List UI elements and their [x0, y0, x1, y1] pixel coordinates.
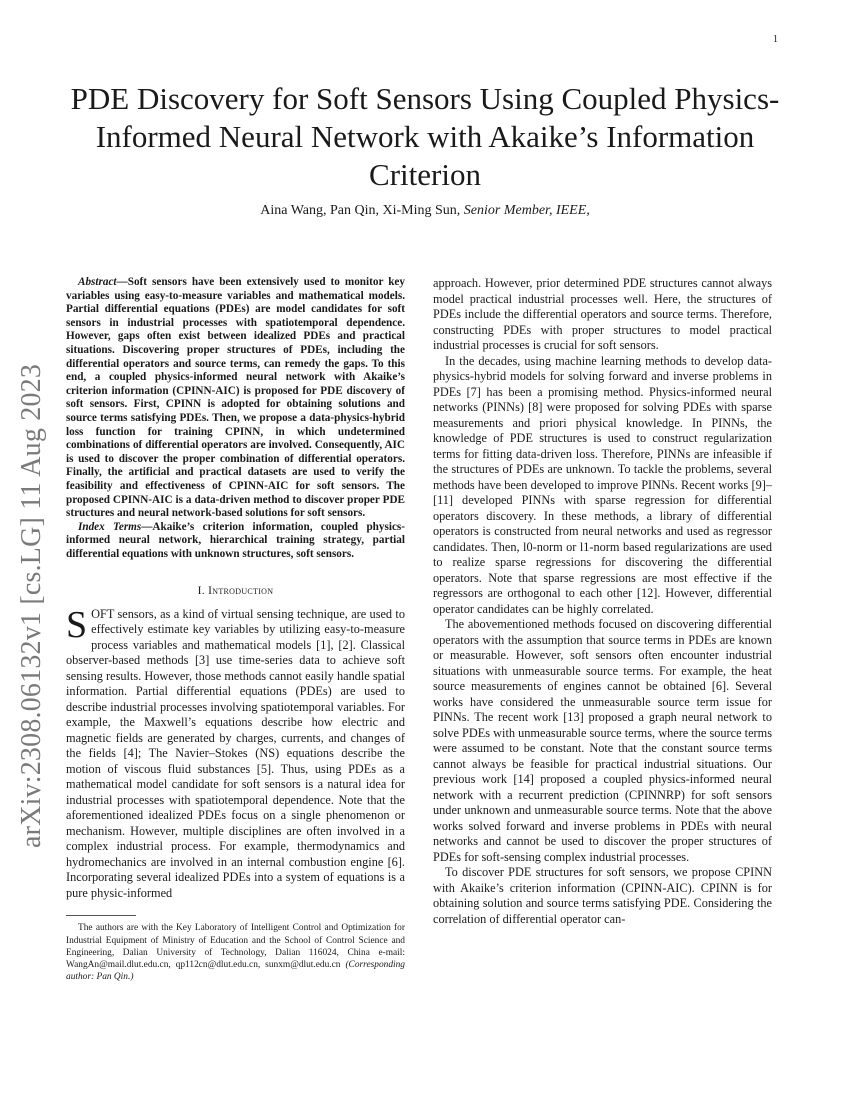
paper-title: PDE Discovery for Soft Sensors Using Coupled Physics-Informed Neural Network with Akaike’s Information Criterion: [70, 81, 780, 192]
page-number: 1: [773, 34, 778, 45]
corresponding-author-note: (Corresponding author: Pan Qin.): [66, 960, 405, 983]
intro-paragraph: [66, 603, 405, 902]
body-paragraph-4: To discover PDE structures for soft sensors, we propose CPINN with Akaike’s criterion information (CPINN-AIC). CPINN is for obtaining solution and source terms satisfying PDE. Considering the correlation of differential operator can-: [433, 865, 772, 926]
drop-cap: S: [66, 603, 88, 646]
author-line: [60, 203, 790, 219]
right-column: [433, 276, 772, 927]
index-terms-label: Index Terms: [78, 520, 142, 533]
author-names: Aina Wang, Pan Qin, Xi-Ming Sun,: [260, 203, 461, 218]
section-heading: I. Introduction: [197, 585, 274, 598]
abstract-text: —Soft sensors have been extensively used to monitor key variables using easy-to-measure variables and mathematical models. Partial differential equations (PDEs) are model candidates for soft sensors in industrial processes with spatiotemporal dependence. However, gaps often exist between idealized PDEs and practical situations. Discovering proper structures of PDEs, including the differential operators and source terms, can remedy the gaps. To this end, a coupled physics-informed neural network with Akaike’s criterion information (CPINN-AIC) is proposed for PDE discovery of soft sensors. First, CPINN is adopted for obtaining solutions and source terms satisfying PDEs. Then, we propose a data-physics-hybrid loss function for training CPINN, in which undetermined combinations of differential operators are involved. Consequently, AIC is used to discover the proper combination of differential operators. Finally, the artificial and practical datasets are used to verify the feasibility and effectiveness of CPINN-AIC for soft sensors. The proposed CPINN-AIC is a data-driven method to discover proper PDE structures and neural network-based solutions for soft sensors.: [66, 276, 405, 520]
author-membership: Senior Member, IEEE,: [463, 203, 590, 218]
arxiv-identifier-stamp: arXiv:2308.06132v1 [cs.LG] 11 Aug 2023: [16, 363, 47, 848]
footnote-text: The authors are with the Key Laboratory of Intelligent Control and Optimization for Industrial Equipment of Ministry of Education and the School of Control Science and Engineering, Dalian University of Technology, Dalian 116024, China e-mail: WangAn@mail.dlut.edu.cn, qp112cn@dlut.edu.cn, sunxm@dlut.edu.cn: [66, 923, 405, 971]
abstract-label: Abstract: [78, 276, 117, 288]
intro-first-word: OFT: [91, 606, 115, 621]
abstract: [66, 276, 405, 521]
author-affiliation-footnote: [66, 922, 405, 983]
footnote-divider: [66, 915, 136, 916]
intro-text: sensors, as a kind of virtual sensing technique, are used to effectively estimate key variables by utilizing easy-to-measure process variables and mathematical models [1], [2]. Classical observer-based methods [3] use time-series data to achieve soft sensing results. However, those methods cannot easily handle spatial information. Partial differential equations (PDEs) are used to describe industrial processes involving spatiotemporal variables. For example, the Maxwell’s equations describe how electric and magnetic fields are generated by charges, currents, and changes of the fields [4]; The Navier–Stokes (NS) equations describe the motion of viscous fluid substances [5]. Thus, using PDEs as a mathematical model candidate for soft sensors is a natural idea for industrial processes with spatiotemporal dependence. Note that the aforementioned idealized PDEs focus on a single phenomenon or mechanism. However, multiple disciplines are often involved in a complex industrial process. For example, thermodynamics and hydromechanics are involved in an internal combustion engine [6]. Incorporating several idealized PDEs into a system of equations is a pure physic-informed: [66, 606, 405, 900]
left-column: [66, 276, 405, 983]
index-terms-text: —Akaike’s criterion information, coupled physics-informed neural network, hierarchical training strategy, partial differential equations with unknown structures, soft sensors.: [66, 520, 405, 560]
body-paragraph-1: approach. However, prior determined PDE structures cannot always model practical industrial processes well. Here, the structures of PDEs include the differential operators and source terms. Therefore, constructing PDEs with proper structures to model practical industrial processes is crucial for soft sensors.: [433, 276, 772, 352]
index-terms: [66, 521, 405, 562]
body-paragraph-3: The abovementioned methods focused on discovering differential operators with the assumption that source terms in PDEs are known or measurable. However, soft sensors often encounter industrial situations with unmeasurable source terms. For example, the heat source measurements of engines cannot be obtained [6]. Several works have considered the unmeasurable source term issue for PINNs. The recent work [13] proposed a graph neural network to solve PDEs with unmeasurable source terms, where the source terms were assumed to be constant. Note that the constant source terms cannot always be feasible for practical industrial situations. Our previous work [14] proposed a coupled physics-informed neural network with a recurrent prediction (CPINNRP) for soft sensors under unknown and unmeasurable source terms. Note that the above works solved forward and inverse problems in PDEs with neural networks and cannot be used to discover the proper structures of PDEs for soft-sensing complex industrial processes.: [433, 617, 772, 864]
body-paragraph-2: In the decades, using machine learning methods to develop data-physics-hybrid models for solving forward and inverse problems in PDEs [7] has been a promising method. Physics-informed neural networks (PINNs) [8] were proposed for solving PDEs with sparse measurements and priori physical knowledge. In PINNs, the knowledge of PDE structures is used to construct regularization terms for fitting data-driven loss. Therefore, PINNs are infeasible if the structures of PDEs are unknown. To tackle the problems, several methods have been developed to improve PINNs. Recent works [9]–[11] developed PINNs with sparse regression for differential operators discovery. In these methods, a library of differential operators is constructed from neural networks and used as regressor candidates. Then, l0-norm or l1-norm based regularizations are used to realize sparse regressions for discovering the differential operators. Note that sparse regressions are most effective if the regressors are orthogonal to each other [12]. However, differential operator candidates can be highly correlated.: [433, 353, 772, 616]
